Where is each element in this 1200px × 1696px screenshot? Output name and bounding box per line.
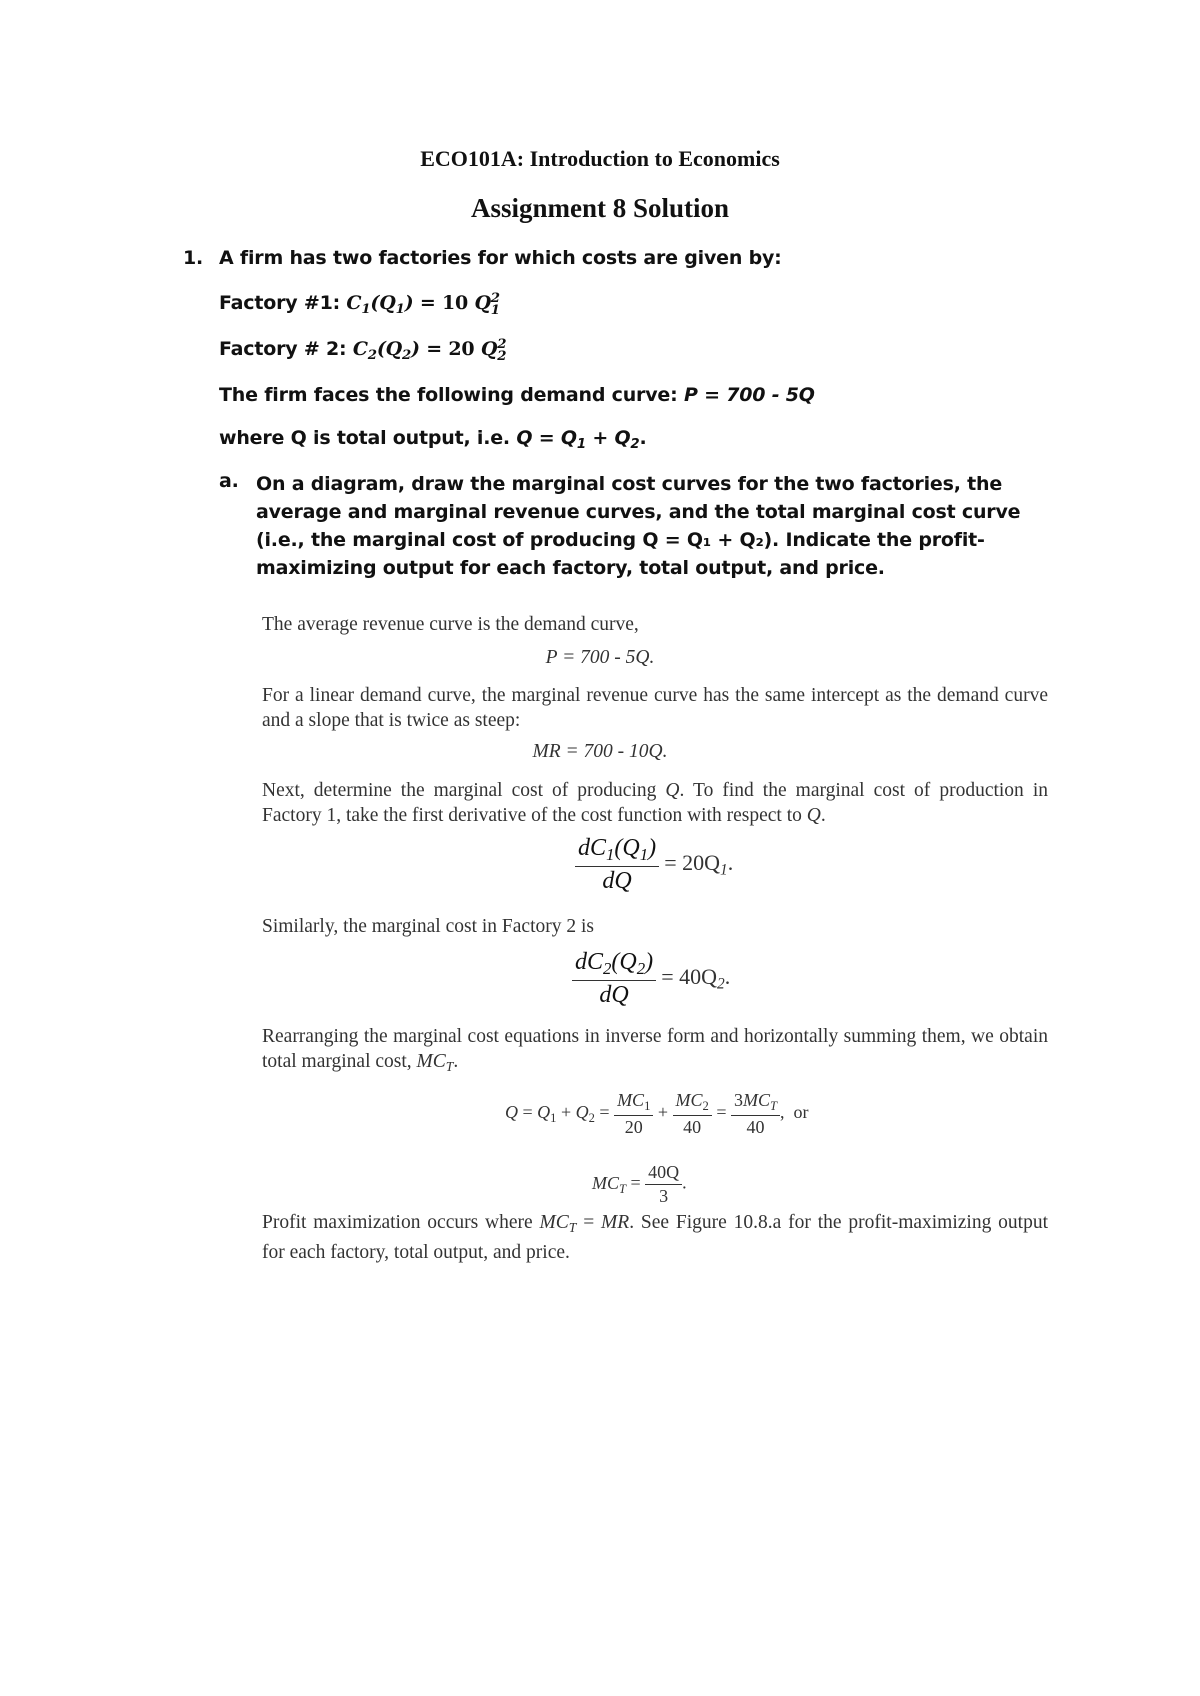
factory-1-marginal-cost-equation: $\frac{dC_1(Q_1)}{dQ}$ = $20Q_1$. [575,835,733,895]
factory-2-cost [219,338,506,363]
total-marginal-cost-equation: $MC_T$ = $\frac{40Q}{3}$ . [592,1162,687,1206]
mct-fraction: $\frac{3MC_T}{40}$ [731,1090,780,1138]
derivative-fraction-1: $\frac{dC_1(Q_1)}{dQ}$ [575,835,659,895]
total-output-equation: $Q = Q_1 + Q_2$ [516,427,640,452]
average-revenue-equation: P = 700 - 5Q. [545,647,655,668]
mc1-fraction: $\frac{MC_1}{20}$ [614,1090,653,1138]
factory-1-cost [219,292,500,317]
part-a-label: a. [219,470,239,492]
factory-2-equation: $C_2(Q_2) = 20$ Q 2 2 [352,336,507,364]
solution-paragraph-3: Next, determine the marginal cost of producing Q. To find the marginal cost of production in Factory 1, take the first derivative of the cost function with respect to Q. [262,780,1048,826]
solution-paragraph-2: For a linear demand curve, the marginal revenue curve has the same intercept as the demand curve and a slope that is twice as steep: [262,685,1048,731]
mc2-fraction: $\frac{MC_2}{40}$ [673,1090,712,1138]
factory-1-label: Factory #1: [219,292,340,314]
assignment-title: Assignment 8 Solution [470,193,730,223]
marginal-revenue-equation: MR = 700 - 10Q. [532,741,668,762]
factory-2-label: Factory # 2: [219,338,347,360]
demand-curve-line: The firm faces the following demand curve: P = 700 - 5Q [219,384,815,406]
or-word: or [793,1102,809,1123]
mct-result-fraction: $\frac{40Q}{3}$ [645,1162,682,1207]
part-a-text: On a diagram, draw the marginal cost curves for the two factories, the average and marginal revenue curves, and the total marginal cost curve (i.e., the marginal cost of producing Q = Q₁ + Q₂). Indicate the profit-maximizing output for each factory, total output, and price. [256,473,1021,579]
total-marginal-cost-sum-equation: $Q = Q_1 + Q_2$ = $\frac{MC_1}{20}$ + $\frac{MC_2}{40}$ = $\frac{3MC_T}{40}$ , or [505,1090,809,1137]
solution-paragraph-1: The average revenue curve is the demand curve, [262,614,639,635]
solution-paragraph-6: Profit maximization occurs where $MC_T$ = MR. See Figure 10.8.a for the profit-maximizing output for each factory, total output, and price. [262,1212,1049,1264]
question-number: 1. [183,247,204,269]
total-output-line: where Q is total output, i.e. $Q = Q_1 + Q_2$. [219,427,647,452]
factory-1-equation: $C_1(Q_1) = 10$ Q 2 1 [346,290,500,318]
question-text: A firm has two factories for which costs are given by: [219,247,782,269]
solution-paragraph-5: Rearranging the marginal cost equations in inverse form and horizontally summing them, we obtain total marginal cost, $MC_T$. [262,1026,1048,1075]
course-title: ECO101A: Introduction to Economics [420,146,780,171]
derivative-fraction-2: $\frac{dC_2(Q_2)}{dQ}$ [572,949,656,1009]
demand-equation: P = 700 - 5Q [683,384,815,406]
factory-2-marginal-cost-equation: $\frac{dC_2(Q_2)}{dQ}$ = $40Q_2$. [572,949,730,1009]
solution-paragraph-4: Similarly, the marginal cost in Factory 2 is [262,916,594,937]
